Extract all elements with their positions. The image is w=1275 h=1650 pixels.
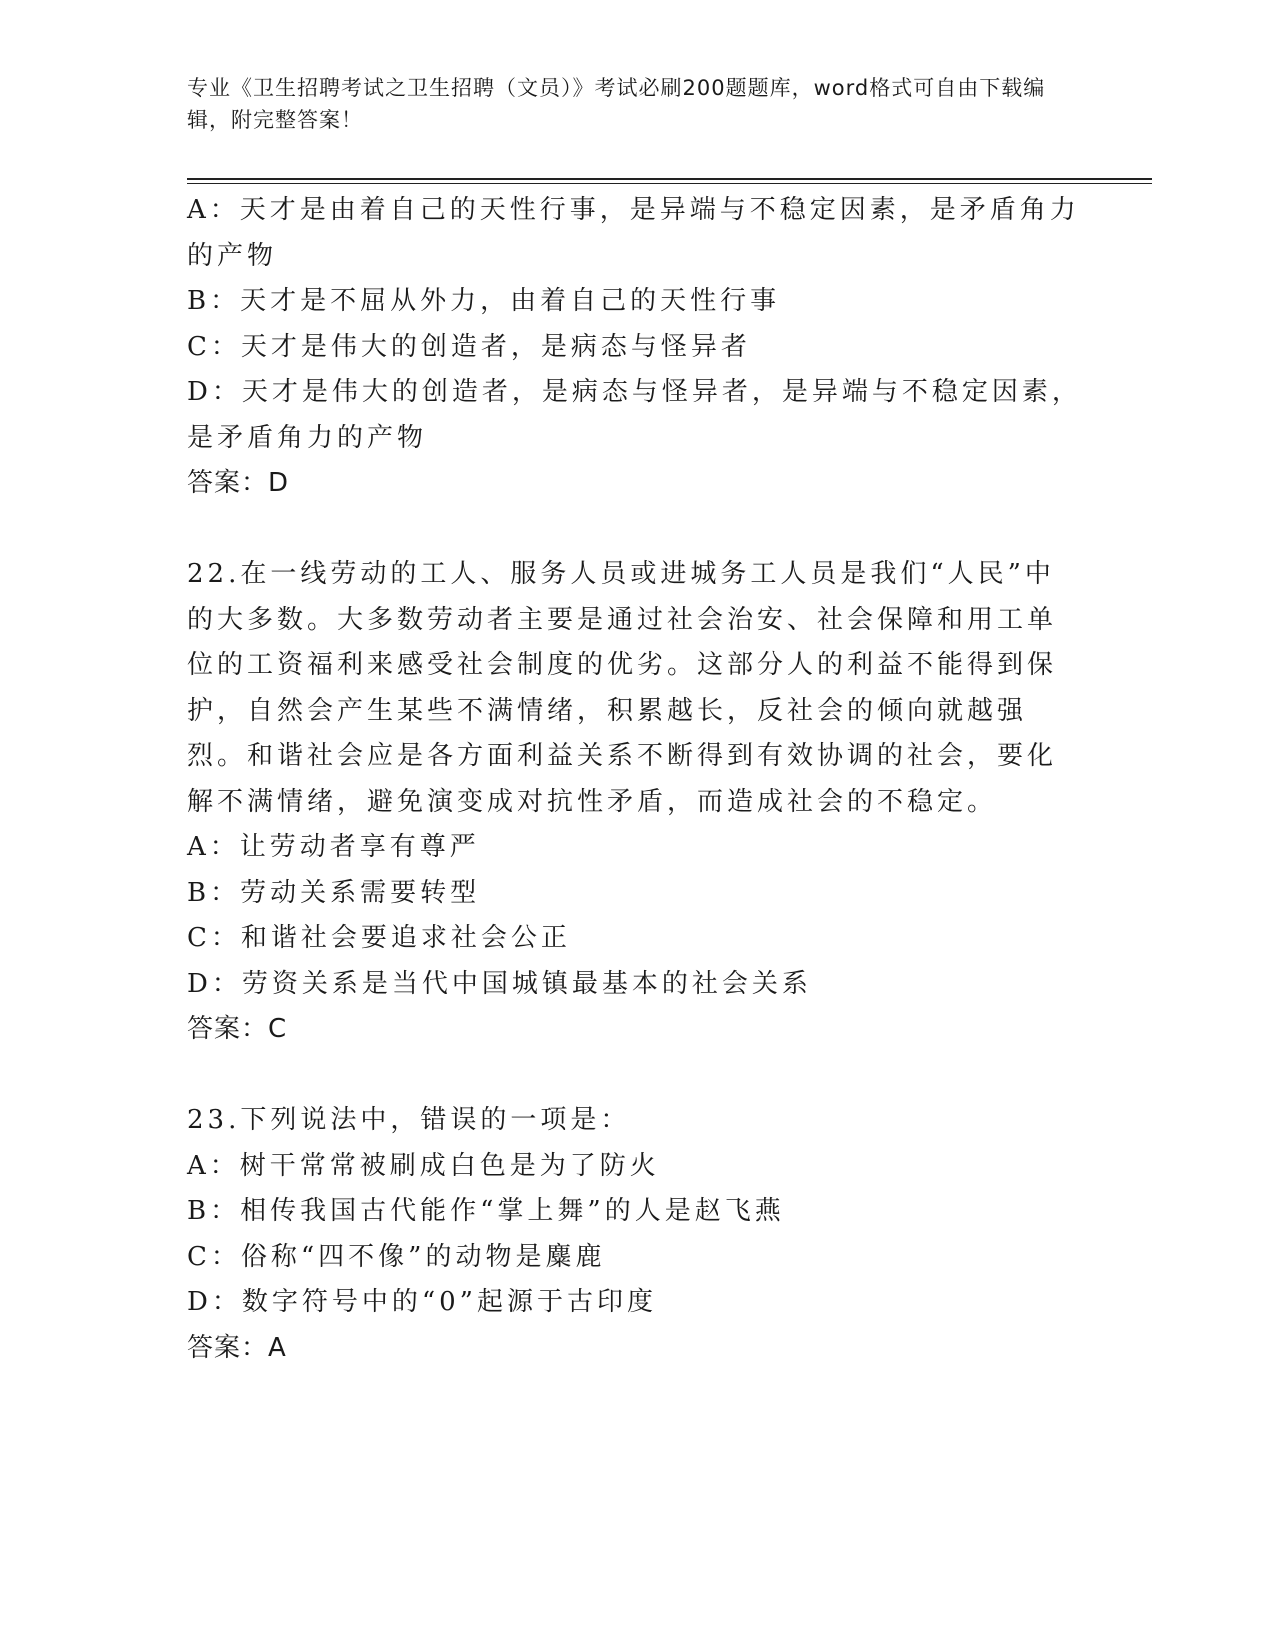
- question-21-options: [187, 188, 1087, 507]
- option-b: B：劳动关系需要转型: [187, 877, 481, 908]
- option-c: C：天才是伟大的创造者，是病态与怪异者: [187, 331, 751, 362]
- option-b: B：天才是不屈从外力，由着自己的天性行事: [187, 286, 781, 316]
- option-c: C：俗称“四不像”的动物是麋鹿: [187, 1241, 606, 1272]
- option-a: A：让劳动者享有尊严: [187, 832, 480, 862]
- document-body: [187, 188, 1087, 1371]
- option-d: D：数字符号中的“0”起源于古印度: [187, 1287, 657, 1317]
- question-23: [187, 1098, 1087, 1371]
- option-c: C：和谐社会要追求社会公正: [187, 923, 571, 953]
- question-text: 23.下列说法中，错误的一项是：: [187, 1105, 631, 1135]
- option-d: D：天才是伟大的创造者，是病态与怪异者，是异端与不稳定因素，是矛盾角力的产物: [187, 377, 1082, 453]
- header-divider-thick: [187, 178, 1152, 180]
- question-text: 22.在一线劳动的工人、服务人员或进城务工人员是我们“人民”中的大多数。大多数劳动者主要是通过社会治安、社会保障和用工单位的工资福利来感受社会制度的优劣。这部分人的利益不能得到保护，自然会产生某些不满情绪，积累越长，反社会的倾向就越强烈。和谐社会应是各方面利益关系不断得到有效协调的社会，要化解不满情绪，避免演变成对抗性矛盾，而造成社会的不稳定。: [187, 559, 1058, 817]
- document-header: 专业《卫生招聘考试之卫生招聘（文员）》考试必刷200题题库，word格式可自由下载编辑，附完整答案！: [187, 76, 1046, 132]
- header-divider-thin: [187, 183, 1152, 184]
- answer: 答案：D: [187, 468, 290, 498]
- option-a: A：天才是由着自己的天性行事，是异端与不稳定因素，是矛盾角力的产物: [187, 195, 1080, 271]
- answer: 答案：A: [187, 1332, 287, 1363]
- option-a: A：树干常常被刷成白色是为了防火: [187, 1150, 660, 1181]
- answer: 答案：C: [187, 1014, 288, 1044]
- spacer: [187, 507, 1087, 553]
- spacer: [187, 1053, 1087, 1099]
- option-b: B：相传我国古代能作“掌上舞”的人是赵飞燕: [187, 1196, 785, 1226]
- option-d: D：劳资关系是当代中国城镇最基本的社会关系: [187, 968, 812, 999]
- question-22: [187, 552, 1087, 1053]
